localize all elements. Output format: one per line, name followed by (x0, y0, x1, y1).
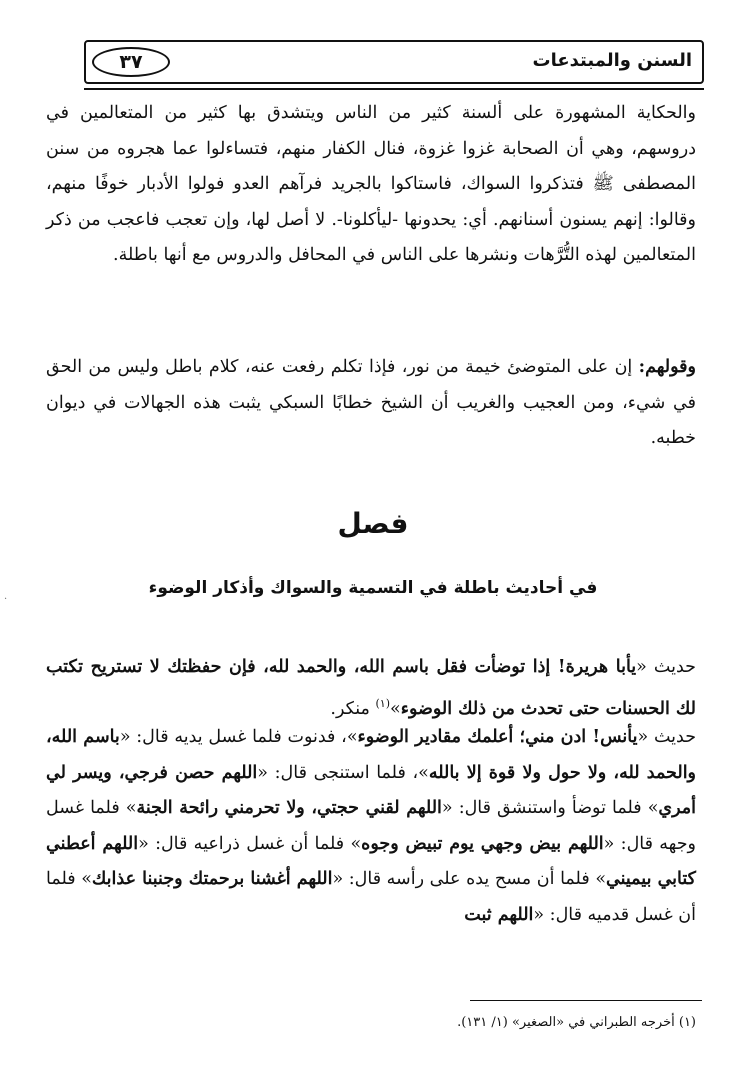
hadith-text: »، فدنوت فلما غسل يديه قال: « (119, 727, 358, 747)
page-number: ٣٧ (119, 51, 143, 73)
hadith-text: » فلما أن غسل قدميه قال: « (46, 869, 696, 925)
section-heading: فصل (337, 507, 409, 540)
hadith-text: » فلما غسل وجهه قال: « (46, 798, 696, 854)
hadith-quote: اللهم ثبت (464, 904, 534, 925)
hadith-text: حديث « (637, 727, 697, 747)
hadith-text: » فلما أن غسل ذراعيه قال: « (138, 833, 362, 854)
hadith-quote: اللهم بيض وجهي يوم تبيض وجوه (361, 833, 604, 854)
hadith-quote: اللهم حصن فرجي، ويسر لي أمري (46, 762, 697, 818)
page-number-oval (92, 47, 170, 77)
hadith-text: » فلما أن مسح يده على رأسه قال: « (332, 869, 607, 889)
margin-dot: · (4, 594, 8, 605)
hadith-quote-close: » (390, 698, 401, 719)
paragraph-lead-word: وقولهم: (638, 357, 696, 377)
hadith-text: »، فلما استنجى قال: « (257, 762, 429, 783)
paragraph-hadith-abu-hurayra (46, 650, 696, 727)
running-title: السنن والمبتدعات (532, 50, 692, 71)
hadith-verdict: منكر. (330, 698, 376, 719)
footnote-reference: (١) (375, 696, 390, 710)
footnote-rule (470, 1000, 702, 1001)
hadith-quote: اللهم لقني حجتي، ولا تحرمني رائحة الجنة (136, 798, 442, 818)
header-rule (84, 88, 704, 90)
paragraph-tent-of-light (46, 350, 696, 457)
hadith-text: » فلما توضأ واستنشق قال: « (441, 798, 659, 818)
paragraph-sawak-story: والحكاية المشهورة على ألسنة كثير من الناس ويتشدق بها كثير من المتعالمين في دروسهم، وهي أن الصحابة غزوا غزوة، فنال الكفار منهم، فتساءلوا عما هجروه من سنن المصطفى ﷺ فتذكروا السواك، فاستاكوا بالجريد فرآهم العدو فولوا الأدبار خوفًا منهم، وقالوا: إنهم يسنون أسنانهم. أي: يحدونها -ليأكلونا-. لا أصل لها، وإن تعجب فاعجب من ذكر المتعالمين لهذه التُّرَّهات ونشرها على الناس في المحافل والدروس مع أنها باطلة. (46, 103, 696, 265)
page-header (84, 40, 704, 84)
hadith-quote: اللهم أعطني كتابي بيميني (46, 833, 696, 889)
hadith-quote: اللهم أغشنا برحمتك وجنبنا عذابك (91, 869, 333, 889)
footnote: (١) أخرجه الطبراني في «الصغير» (١/ ١٣١). (457, 1015, 696, 1030)
hadith-quote: باسم الله، والحمد لله، ولا حول ولا قوة إلا بالله (46, 727, 697, 783)
section-subtitle: في أحاديث باطلة في التسمية والسواك وأذكار الوضوء (148, 578, 598, 598)
hadith-quote: يأنس! ادن مني؛ أعلمك مقادير الوضوء (357, 727, 638, 747)
paragraph-hadith-anas (46, 720, 696, 933)
paragraph-body: إن على المتوضئ خيمة من نور، فإذا تكلم رفعت عنه، كلام باطل وليس من الحق في شيء، ومن العجيب والغريب أن الشيخ خطابًا السبكي يثبت هذه الجهالات في ديوان خطبه. (46, 357, 696, 448)
hadith-intro: حديث « (636, 657, 696, 677)
hadith-quote: يأبا هريرة! إذا توضأت فقل باسم الله، والحمد لله، فإن حفظتك لا تستريح تكتب لك الحسنات حتى تحدث من ذلك الوضوء (46, 657, 696, 719)
